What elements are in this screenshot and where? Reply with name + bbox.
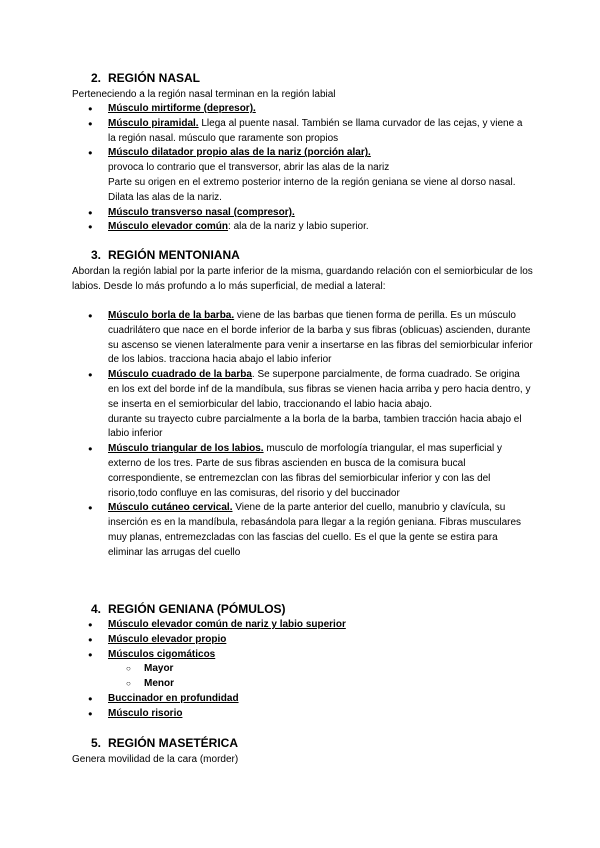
muscle-term: Músculo piramidal. [108,117,199,129]
sub-list-item: ○ Mayor [144,662,533,677]
muscle-description: viene de las barbas que tienen forma de perilla. Es un músculo cuadrilátero que nace en el borde inferior de la barba y sus fibras (oblicuas) ascienden, durante su ascenso se vienen lateralmente para venir a insertarse en las fibras del semiorbicular inferior de los labios. tracciona hacia abajo el labio inferior [108,310,533,366]
list-item [108,102,533,117]
section-heading-geniana [91,602,286,616]
muscle-description: : ala de la nariz y labio superior. [228,221,369,233]
bullet-list-mentoniana [108,309,533,561]
muscle-description: Llega al puente nasal. También se llama curvador de las cejas, y viene a la región nasal. músculo que raramente son propios [108,117,523,144]
list-item [108,309,533,368]
section-number: 4. [91,602,102,616]
muscle-term: Músculo elevador común [108,221,229,233]
bullet-list-geniana [108,618,533,722]
list-item [108,707,533,722]
list-item [108,648,533,692]
list-item [108,692,533,707]
sub-list-item: ○ Menor [144,677,533,692]
muscle-term: Buccinador en profundidad [108,692,239,704]
muscle-term: Músculo elevador propio [108,633,227,645]
list-item [108,368,533,442]
muscle-description: provoca lo contrario que el transversor, abrir las alas de la nariz [108,162,390,174]
section-heading-mentoniana [91,248,240,262]
section-intro: Abordan la región labial por la parte inferior de la misma, guardando relación con el semiorbicular de los labios. Desde lo más profundo a lo más superficial, de medial a lateral: [72,266,533,292]
section-intro: Perteneciendo a la región nasal terminan en la región labial [72,89,336,100]
muscle-description: Viene de la parte anterior del cuello, manubrio y clavícula, su inserción es en la mandíbula, rebasándola para llegar a la región geniana. Fibras musculares muy planas, entremezcladas con las fascias del cuello. Es el que la gente se estira para eliminar las arrugas del cuello [108,502,522,558]
section-number: 3. [91,248,102,262]
section-intro: Genera movilidad de la cara (morder) [72,754,239,765]
sub-list-cigomaticos [108,662,533,692]
list-item [108,220,533,235]
list-item [108,618,533,633]
section-number: 2. [91,71,102,85]
muscle-term: Músculo triangular de los labios. [108,443,264,455]
muscle-term: Músculo transverso nasal (compresor). [108,206,295,218]
muscle-term: Músculo dilatador propio alas de la nariz (porción alar). [108,147,371,159]
section-title: REGIÓN MASETÉRICA [108,736,239,750]
list-item [108,146,533,205]
list-item [108,633,533,648]
muscle-term: Músculo elevador común de nariz y labio superior [108,619,346,630]
muscle-description: . Se superpone parcialmente, de forma cuadrado. Se origina en los ext del borde inf de la mandíbula, sus fibras se vienen hacia arriba y pero hacia dentro, y se inserta en el semiorbicular del labio, traccionando el labio hacia abajo. [108,369,531,410]
section-heading-maseterica [91,736,238,750]
muscle-term: Músculo risorio [108,707,183,719]
bullet-list-nasal [108,102,533,235]
muscle-description: Parte su origen en el extremo posterior interno de la región geniana se viene al dorso nasal. Dilata las alas de la nariz. [108,176,516,203]
list-item [108,117,533,147]
section-number: 5. [91,736,102,750]
section-heading-nasal [91,71,200,85]
list-item [108,206,533,221]
list-item [108,501,533,560]
section-title: REGIÓN NASAL [108,71,201,85]
muscle-term: Músculo borla de la barba. [108,310,235,321]
muscle-term: Músculos cigomáticos [108,648,216,660]
muscle-description: durante su trayecto cubre parcialmente a la borla de la barba, tambien tracción hacia abajo el labio inferior [108,413,522,440]
list-item [108,442,533,501]
muscle-term: Músculo cuadrado de la barba [108,369,252,381]
muscle-term: Músculo cutáneo cervical. [108,502,233,514]
muscle-term: Músculo mirtiforme (depresor). [108,103,256,114]
section-title: REGIÓN GENIANA (PÓMULOS) [108,602,286,616]
muscle-description: musculo de morfología triangular, el mas superficial y externo de los tres. Parte de sus fibras ascienden en busca de la comisura bucal correspondiente, se entremezclan con las fibras del semiorbicular inferior y con las del risorio,todo confluye en las comisuras, del risorio y del buccinador [108,443,503,499]
section-title: REGIÓN MENTONIANA [108,248,240,262]
